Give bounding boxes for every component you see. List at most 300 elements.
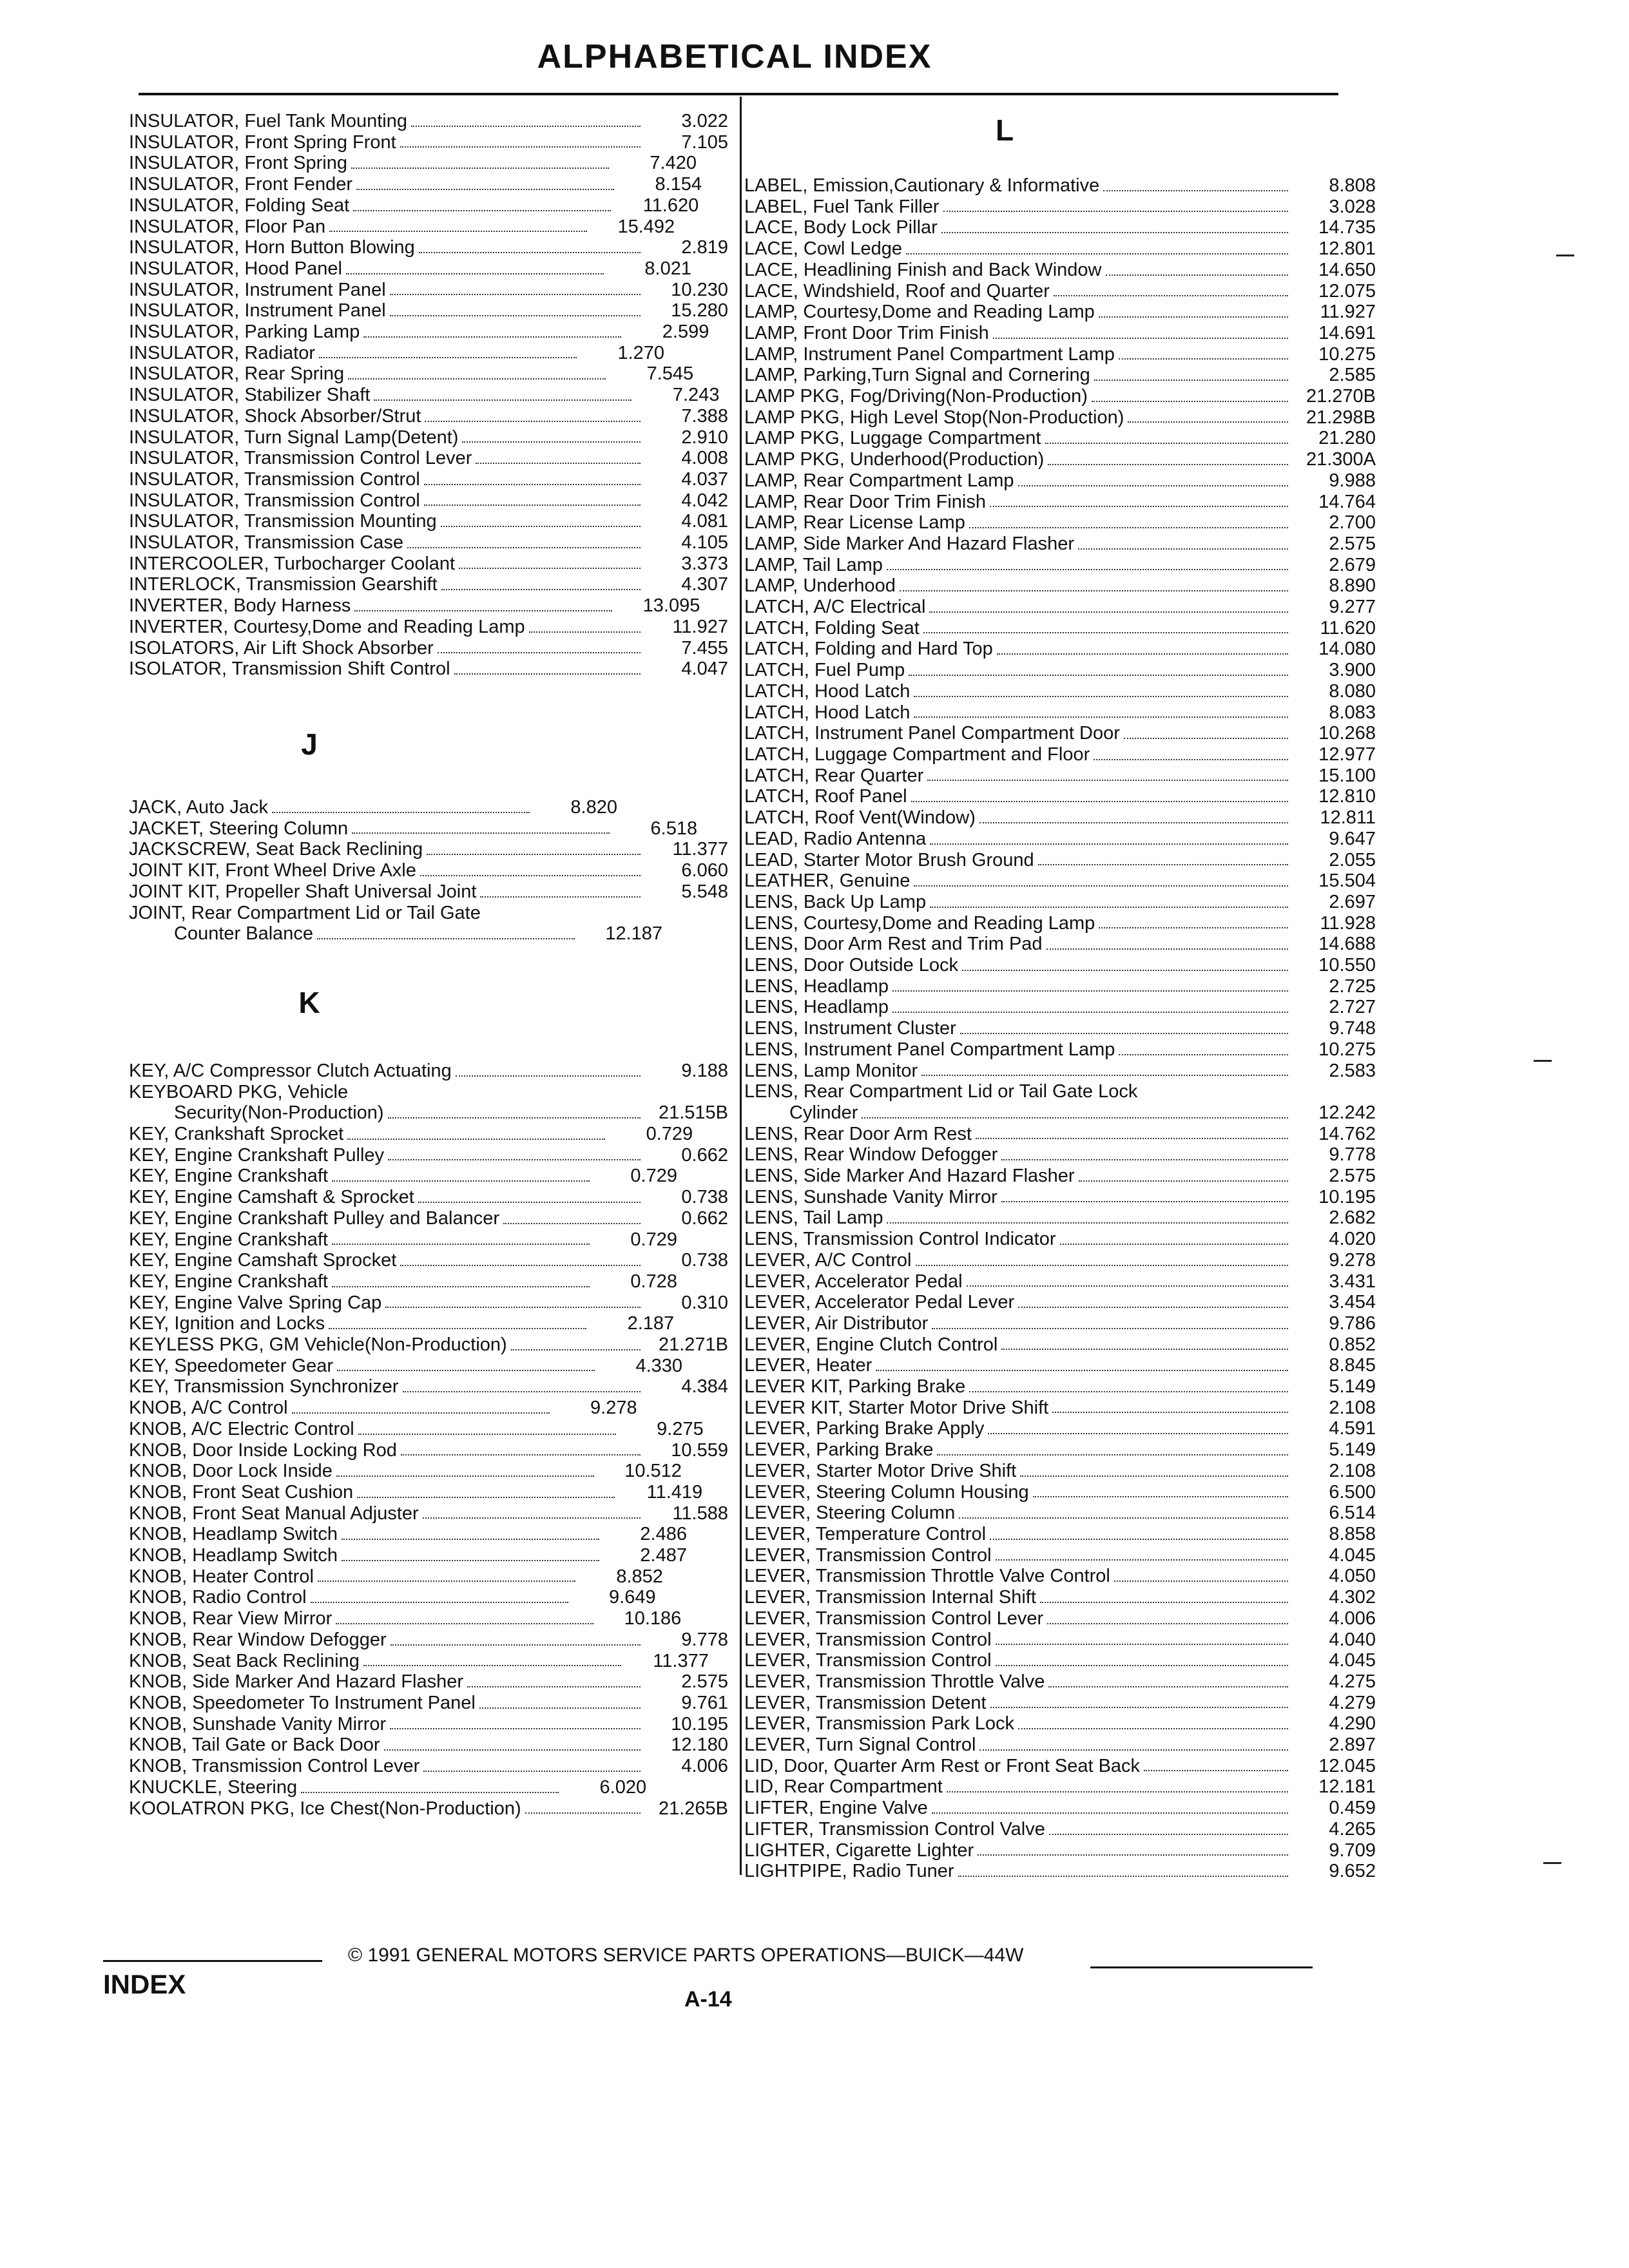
dot-leader — [1106, 274, 1289, 276]
dot-leader — [1078, 548, 1288, 550]
entry-label: LAMP, Side Marker And Hazard Flasher — [744, 533, 1075, 554]
index-entry — [744, 1376, 1376, 1398]
entry-reference: 2.910 — [681, 427, 728, 448]
entry-label: INSULATOR, Floor Pan — [129, 216, 326, 237]
entry-label: INSULATOR, Stabilizer Shaft — [129, 385, 371, 406]
index-entry — [744, 1229, 1376, 1250]
entry-label: LACE, Cowl Ledge — [744, 238, 903, 260]
entry-reference: 21.270B — [1306, 386, 1376, 407]
entry-reference: 5.548 — [681, 881, 728, 902]
dot-leader — [342, 1560, 599, 1561]
dot-leader — [923, 632, 1288, 633]
index-entry — [744, 850, 1376, 871]
entry-label: LENS, Transmission Control Indicator — [744, 1229, 1056, 1250]
index-entry — [129, 300, 728, 322]
dot-leader — [332, 1286, 590, 1287]
index-entry — [129, 903, 728, 924]
index-entry — [744, 1250, 1376, 1271]
entry-label: KEY, Engine Crankshaft — [129, 1271, 328, 1292]
entry-label: INSULATOR, Hood Panel — [129, 258, 342, 279]
index-entry — [744, 892, 1376, 913]
footer-rule-right — [1090, 1966, 1313, 1968]
entry-reference: 6.020 — [599, 1776, 647, 1798]
index-entry — [129, 1250, 728, 1271]
entry-reference: 2.682 — [1329, 1207, 1376, 1229]
entry-label: LENS, Rear Compartment Lid or Tail Gate Lock — [744, 1081, 1138, 1102]
entry-reference: 2.585 — [1329, 365, 1376, 386]
index-entry — [744, 492, 1376, 513]
entry-label: KNOB, Front Seat Cushion — [129, 1481, 354, 1503]
entry-reference: 1.270 — [617, 342, 665, 363]
index-entry — [129, 1735, 728, 1756]
entry-label: LENS, Instrument Cluster — [744, 1018, 956, 1039]
entry-reference: 7.545 — [646, 363, 694, 385]
dot-leader — [1001, 1349, 1288, 1350]
dot-leader — [1049, 1834, 1288, 1835]
entry-label: LEVER, Temperature Control — [744, 1524, 987, 1544]
entry-reference: 21.298B — [1306, 407, 1376, 428]
entry-label: KNOB, Tail Gate or Back Door — [129, 1735, 380, 1756]
entry-label: KEY, Speedometer Gear — [129, 1355, 334, 1376]
entry-reference: 4.006 — [681, 1756, 728, 1777]
dot-leader — [990, 1707, 1288, 1708]
dot-leader — [892, 990, 1288, 992]
index-entry — [129, 1440, 728, 1461]
dot-leader — [511, 1349, 641, 1350]
entry-label: LABEL, Emission,Cautionary & Informative — [744, 175, 1100, 196]
entry-reference: 12.977 — [1318, 744, 1376, 765]
dot-leader — [419, 252, 641, 253]
entry-label: LIFTER, Transmission Control Valve — [744, 1818, 1045, 1840]
spacer — [129, 680, 728, 725]
index-entry — [129, 1061, 728, 1082]
dot-leader — [1018, 485, 1288, 486]
index-entry — [129, 237, 728, 258]
entry-reference: 7.105 — [681, 131, 728, 153]
entry-reference: 3.454 — [1329, 1292, 1376, 1313]
dot-leader — [503, 1223, 641, 1224]
entry-reference: 14.691 — [1318, 322, 1376, 343]
dot-leader — [456, 1075, 641, 1077]
dot-leader — [1094, 759, 1288, 760]
entry-label: KNOB, Headlamp Switch — [129, 1524, 338, 1545]
entry-reference: 2.575 — [1329, 1166, 1376, 1187]
entry-label: LATCH, Rear Quarter — [744, 765, 924, 786]
dot-leader — [336, 1623, 593, 1624]
dot-leader — [909, 675, 1288, 676]
index-entry — [744, 1735, 1376, 1756]
dot-leader — [914, 716, 1288, 718]
entry-label: INSULATOR, Transmission Control Lever — [129, 448, 472, 469]
entry-reference: 9.778 — [681, 1629, 728, 1650]
entry-reference: 8.808 — [1329, 175, 1376, 196]
l-entry-list — [744, 175, 1376, 1882]
entry-reference: 6.514 — [1329, 1503, 1376, 1524]
dot-leader — [930, 907, 1288, 908]
dot-leader — [1092, 401, 1288, 402]
entry-reference: 2.697 — [1329, 891, 1376, 912]
entry-label: LAMP PKG, Fog/Driving(Non-Production) — [744, 386, 1088, 407]
entry-label: LEVER, Heater — [744, 1355, 872, 1376]
entry-label: LEVER, Transmission Control Lever — [744, 1608, 1044, 1629]
entry-label: INSULATOR, Horn Button Blowing — [129, 237, 415, 258]
dot-leader — [960, 1033, 1288, 1034]
index-entry — [129, 1293, 728, 1314]
entry-label: LENS, Headlamp — [744, 975, 889, 997]
entry-reference: 4.006 — [1329, 1608, 1376, 1629]
dot-leader — [337, 1370, 595, 1371]
dot-leader — [329, 231, 587, 232]
index-entry — [744, 1144, 1376, 1166]
dot-leader — [420, 875, 641, 876]
dot-leader — [916, 1265, 1289, 1266]
index-entry — [129, 363, 728, 385]
entry-reference: 10.230 — [671, 279, 728, 300]
entry-reference: 15.280 — [671, 300, 728, 322]
index-entry — [744, 1102, 1376, 1124]
index-entry — [744, 344, 1376, 365]
entry-reference: 4.307 — [681, 574, 728, 595]
index-entry — [129, 1545, 728, 1566]
dot-leader — [1099, 316, 1288, 318]
entry-label: LEVER, Transmission Detent — [744, 1692, 987, 1713]
entry-label: Cylinder — [789, 1102, 858, 1123]
index-entry — [129, 406, 728, 427]
dot-leader — [1046, 948, 1288, 950]
entry-reference: 4.330 — [635, 1355, 683, 1376]
index-entry — [744, 934, 1376, 955]
index-entry — [744, 365, 1376, 386]
entry-label: LEAD, Radio Antenna — [744, 828, 927, 849]
entry-reference: 4.105 — [681, 532, 728, 553]
entry-reference: 11.377 — [672, 839, 728, 860]
index-entry — [129, 1587, 728, 1608]
entry-reference: 5.149 — [1329, 1376, 1376, 1398]
entry-label: LID, Door, Quarter Arm Rest or Front Seat Back — [744, 1755, 1141, 1776]
dot-leader — [929, 611, 1288, 613]
dot-leader — [979, 1749, 1288, 1751]
entry-reference: 14.762 — [1318, 1123, 1376, 1144]
j-entry-list — [129, 797, 728, 945]
entry-label: INSULATOR, Folding Seat — [129, 195, 350, 216]
entry-label: LAMP, Front Door Trim Finish — [744, 322, 989, 343]
dot-leader — [301, 1792, 559, 1793]
entry-label: KNOB, Heater Control — [129, 1566, 314, 1587]
entry-reference: 9.649 — [609, 1587, 656, 1608]
dot-leader — [329, 1328, 586, 1329]
entry-reference: 12.187 — [605, 923, 663, 945]
index-entry — [129, 343, 728, 364]
entry-label: LATCH, A/C Electrical — [744, 597, 926, 618]
dot-leader — [941, 232, 1288, 233]
entry-label: INTERCOOLER, Turbocharger Coolant — [129, 553, 456, 574]
entry-label: JOINT, Rear Compartment Lid or Tail Gate — [129, 902, 481, 923]
entry-label: LAMP, Rear Compartment Lamp — [744, 470, 1014, 491]
index-entry — [129, 448, 728, 469]
entry-reference: 10.186 — [624, 1608, 682, 1629]
entry-label: INSULATOR, Front Spring — [129, 153, 347, 174]
index-entry — [129, 1482, 728, 1503]
index-entry — [744, 597, 1376, 618]
entry-label: LENS, Rear Door Arm Rest — [744, 1123, 972, 1144]
index-entry — [129, 1461, 728, 1482]
entry-reference: 4.045 — [1329, 1544, 1376, 1566]
entry-label: JOINT KIT, Propeller Shaft Universal Joint — [129, 881, 477, 902]
dot-leader — [921, 1075, 1288, 1076]
entry-label: LENS, Tail Lamp — [744, 1207, 883, 1229]
right-column — [744, 111, 1376, 1882]
entry-label: INSULATOR, Transmission Control — [129, 490, 420, 511]
entry-reference: 12.810 — [1318, 786, 1376, 807]
entry-reference: 4.037 — [681, 468, 728, 490]
entry-reference: 10.268 — [1318, 723, 1376, 744]
entry-reference: 0.729 — [630, 1166, 677, 1187]
dot-leader — [390, 1728, 641, 1729]
index-entry — [129, 574, 728, 595]
entry-reference: 14.650 — [1318, 259, 1376, 280]
index-entry — [744, 281, 1376, 302]
entry-reference: 10.275 — [1318, 1039, 1376, 1060]
dot-leader — [976, 1138, 1288, 1139]
dot-leader — [332, 1244, 590, 1245]
dot-leader — [332, 1180, 590, 1182]
index-entry — [744, 744, 1376, 765]
index-entry — [129, 617, 728, 638]
index-entry — [129, 1124, 728, 1145]
index-entry — [744, 997, 1376, 1018]
entry-label: LAMP, Rear Door Trim Finish — [744, 491, 986, 512]
index-entry — [744, 555, 1376, 576]
index-entry — [744, 260, 1376, 281]
entry-label: JACKSCREW, Seat Back Reclining — [129, 839, 423, 860]
index-entry — [129, 1145, 728, 1166]
entry-reference: 8.080 — [1329, 680, 1376, 702]
entry-reference: 7.420 — [650, 153, 697, 174]
dot-leader — [363, 336, 621, 338]
index-entry — [744, 1756, 1376, 1777]
dot-leader — [423, 1771, 641, 1772]
dot-leader — [401, 1454, 641, 1456]
entry-label: INSULATOR, Transmission Control — [129, 468, 420, 490]
index-entry — [129, 797, 728, 818]
entry-reference: 0.459 — [1329, 1798, 1376, 1819]
insulator-list — [129, 111, 728, 680]
entry-reference: 8.083 — [1329, 702, 1376, 723]
entry-reference: 3.900 — [1329, 660, 1376, 681]
entry-reference: 2.727 — [1329, 997, 1376, 1018]
entry-reference: 9.278 — [1329, 1249, 1376, 1271]
spacer — [129, 764, 728, 797]
entry-label: LID, Rear Compartment — [744, 1776, 943, 1798]
entry-reference: 4.045 — [1329, 1650, 1376, 1671]
entry-label: LATCH, Folding and Hard Top — [744, 639, 993, 660]
dot-leader — [1045, 443, 1289, 444]
entry-label: LABEL, Fuel Tank Filler — [744, 196, 940, 217]
entry-label: KNUCKLE, Steering — [129, 1776, 298, 1798]
index-entry — [129, 1524, 728, 1545]
entry-reference: 11.927 — [1320, 302, 1376, 323]
index-entry — [744, 1566, 1376, 1587]
entry-label: LACE, Body Lock Pillar — [744, 217, 938, 238]
entry-reference: 4.040 — [1329, 1629, 1376, 1650]
index-entry — [744, 238, 1376, 260]
entry-label: Security(Non-Production) — [174, 1102, 384, 1124]
index-entry — [744, 681, 1376, 702]
entry-reference: 0.310 — [681, 1292, 728, 1313]
dot-leader — [969, 527, 1288, 528]
dot-leader — [959, 1517, 1288, 1519]
section-letter-j: J — [301, 727, 318, 761]
entry-reference: 2.487 — [640, 1545, 687, 1566]
dot-leader — [958, 1876, 1288, 1877]
dot-leader — [1060, 1244, 1288, 1245]
index-entry — [129, 532, 728, 553]
entry-reference: 10.195 — [1318, 1186, 1376, 1207]
index-entry — [129, 427, 728, 448]
entry-reference: 11.927 — [672, 616, 728, 637]
index-entry — [129, 1566, 728, 1588]
index-entry — [744, 1207, 1376, 1229]
dot-leader — [319, 357, 577, 358]
index-entry — [744, 1545, 1376, 1566]
dot-leader — [892, 1012, 1288, 1013]
index-entry — [129, 1777, 728, 1798]
entry-label: LEVER KIT, Starter Motor Drive Shift — [744, 1397, 1049, 1418]
entry-reference: 10.512 — [624, 1461, 682, 1482]
entry-label: LEVER, Transmission Control — [744, 1544, 992, 1566]
index-entry — [129, 818, 728, 840]
entry-label: INSULATOR, Transmission Case — [129, 532, 403, 553]
entry-reference: 9.278 — [590, 1398, 637, 1419]
dot-leader — [529, 631, 641, 633]
index-entry — [744, 639, 1376, 660]
index-entry — [129, 216, 728, 238]
entry-label: KEYLESS PKG, GM Vehicle(Non-Production) — [129, 1334, 507, 1356]
index-entry — [744, 1398, 1376, 1419]
entry-reference: 10.275 — [1318, 343, 1376, 365]
index-entry — [129, 860, 728, 881]
entry-reference: 4.591 — [1329, 1418, 1376, 1439]
entry-reference: 9.188 — [681, 1060, 728, 1081]
index-entry — [129, 1271, 728, 1293]
entry-label: KNOB, Door Inside Locking Rod — [129, 1439, 397, 1461]
dot-leader — [1128, 421, 1288, 423]
entry-label: KNOB, Transmission Control Lever — [129, 1756, 420, 1777]
entry-reference: 6.500 — [1329, 1481, 1376, 1503]
entry-label: INSULATOR, Transmission Mounting — [129, 511, 437, 532]
dot-leader — [357, 1497, 615, 1498]
dot-leader — [900, 590, 1288, 591]
dot-leader — [525, 1812, 641, 1814]
entry-label: KOOLATRON PKG, Ice Chest(Non-Production) — [129, 1798, 521, 1819]
entry-reference: 9.277 — [1329, 597, 1376, 618]
entry-label: LEVER, Turn Signal Control — [744, 1735, 976, 1756]
index-entry — [744, 1629, 1376, 1651]
entry-label: LENS, Sunshade Vanity Mirror — [744, 1186, 998, 1207]
entry-label: INSULATOR, Instrument Panel — [129, 279, 386, 300]
index-entry — [129, 1334, 728, 1356]
dot-leader — [374, 399, 631, 401]
entry-reference: 21.300A — [1306, 449, 1376, 470]
index-entry — [129, 490, 728, 512]
entry-reference: 3.028 — [1329, 196, 1376, 217]
entry-label: LENS, Headlamp — [744, 997, 889, 1018]
entry-reference: 9.748 — [1329, 1018, 1376, 1039]
entry-label: LATCH, Roof Vent(Window) — [744, 807, 976, 829]
entry-label: KEY, Engine Crankshaft Pulley and Balancer — [129, 1207, 499, 1229]
entry-label: JOINT KIT, Front Wheel Drive Axle — [129, 860, 416, 881]
entry-label: LATCH, Hood Latch — [744, 680, 911, 702]
entry-reference: 8.021 — [644, 258, 691, 279]
entry-reference: 10.550 — [1318, 955, 1376, 976]
dot-leader — [407, 547, 641, 548]
entry-label: LAMP PKG, Underhood(Production) — [744, 449, 1045, 470]
entry-reference: 2.725 — [1329, 975, 1376, 997]
index-entry — [744, 870, 1376, 892]
dot-leader — [346, 273, 604, 274]
dot-leader — [318, 1581, 575, 1582]
entry-label: KNOB, Radio Control — [129, 1587, 307, 1608]
entry-reference: 4.384 — [681, 1376, 728, 1398]
entry-label: LEVER, Transmission Park Lock — [744, 1713, 1015, 1735]
dot-leader — [353, 210, 611, 211]
index-entry — [744, 386, 1376, 407]
entry-reference: 12.801 — [1318, 238, 1376, 260]
entry-reference: 0.662 — [681, 1144, 728, 1166]
index-entry — [129, 1503, 728, 1524]
entry-reference: 12.075 — [1318, 280, 1376, 302]
entry-label: LAMP, Tail Lamp — [744, 554, 883, 575]
dot-leader — [425, 421, 641, 422]
dot-leader — [454, 673, 641, 675]
index-entry — [744, 1861, 1376, 1882]
index-entry — [744, 1693, 1376, 1714]
dot-leader — [424, 484, 641, 485]
entry-label: LIFTER, Engine Valve — [744, 1798, 928, 1819]
index-entry — [129, 881, 728, 903]
dot-leader — [1048, 1686, 1288, 1687]
dot-leader — [990, 1539, 1288, 1540]
dot-leader — [400, 146, 641, 148]
entry-reference: 12.180 — [671, 1735, 728, 1756]
index-entry — [744, 1776, 1376, 1798]
dot-leader — [272, 812, 530, 813]
index-entry — [744, 428, 1376, 449]
entry-reference: 2.583 — [1329, 1060, 1376, 1081]
dot-leader — [947, 1791, 1288, 1792]
entry-reference: 15.100 — [1318, 765, 1376, 786]
index-entry — [129, 638, 728, 659]
spacer — [744, 149, 1376, 175]
index-entry — [744, 702, 1376, 724]
entry-label: LACE, Windshield, Roof and Quarter — [744, 280, 1050, 302]
dot-leader — [400, 1265, 641, 1266]
index-entry — [744, 1587, 1376, 1608]
entry-reference: 0.729 — [646, 1124, 693, 1145]
dot-leader — [914, 696, 1288, 697]
section-letter-k: K — [298, 985, 320, 1019]
dot-leader — [1001, 1159, 1288, 1160]
entry-reference: 2.486 — [640, 1524, 687, 1545]
entry-label: LEVER, Accelerator Pedal — [744, 1271, 963, 1292]
entry-reference: 2.187 — [627, 1313, 675, 1334]
dot-leader — [480, 896, 641, 898]
index-entry — [744, 1018, 1376, 1039]
entry-reference: 2.679 — [1329, 554, 1376, 575]
entry-label: KNOB, A/C Control — [129, 1398, 288, 1419]
entry-reference: 2.108 — [1329, 1397, 1376, 1418]
index-entry — [744, 1355, 1376, 1376]
